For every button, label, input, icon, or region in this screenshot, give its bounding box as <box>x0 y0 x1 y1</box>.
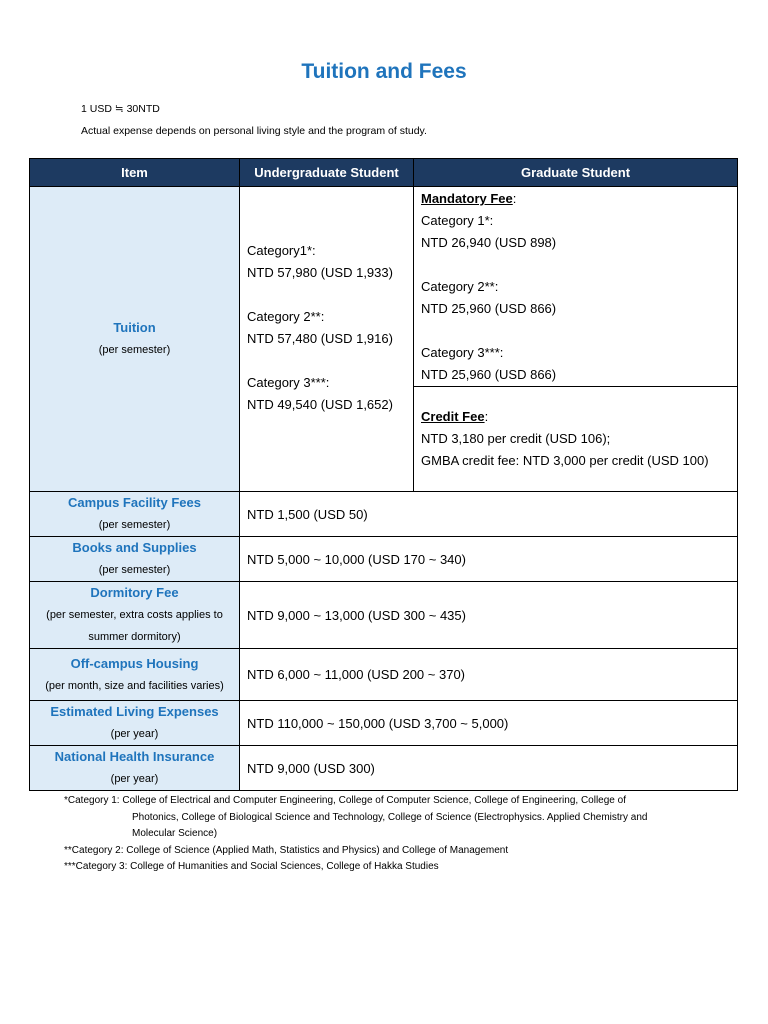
table-row <box>30 746 738 791</box>
books-supplies-item-cell <box>30 537 240 582</box>
tuition-item-cell <box>30 187 240 492</box>
ug-cat1-value: NTD 57,980 (USD 1,933) <box>247 265 393 280</box>
off-campus-housing-item-cell <box>30 649 240 701</box>
item-value: NTD 9,000 (USD 300) <box>240 746 738 791</box>
table-row <box>30 582 738 649</box>
dormitory-item-cell <box>30 582 240 649</box>
living-expenses-item-cell <box>30 701 240 746</box>
item-sublabel: (per semester) <box>98 519 171 531</box>
ug-cat2-label: Category 2**: <box>247 309 325 324</box>
page-title: Tuition and Fees <box>301 60 467 83</box>
ug-cat2-value: NTD 57,480 (USD 1,916) <box>247 331 393 346</box>
item-value: NTD 1,500 (USD 50) <box>240 492 738 537</box>
item-label: National Health Insurance <box>54 749 215 764</box>
table-row <box>30 649 738 701</box>
item-sublabel: (per year) <box>110 773 159 785</box>
footnote-category-2: **Category 2: College of Science (Applied Math, Statistics and Physics) and College of Management <box>64 844 509 856</box>
ug-cat3-value: NTD 49,540 (USD 1,652) <box>247 397 393 412</box>
mandatory-fee-heading: Mandatory Fee: <box>421 191 517 206</box>
table-row <box>30 492 738 537</box>
table-row <box>30 701 738 746</box>
credit-fee-line: NTD 3,180 per credit (USD 106); <box>421 431 611 446</box>
ug-cat3-label: Category 3***: <box>247 375 330 390</box>
credit-fee-heading: Credit Fee: <box>421 409 489 424</box>
ug-cat1-label: Category1*: <box>247 243 316 258</box>
header-item: Item <box>30 159 240 187</box>
expense-note: Actual expense depends on personal living style and the program of study. <box>81 125 427 137</box>
tuition-sublabel: (per semester) <box>98 344 171 356</box>
item-value: NTD 6,000 ~ 11,000 (USD 200 ~ 370) <box>240 649 738 701</box>
grad-cat3-value: NTD 25,960 (USD 866) <box>421 367 557 382</box>
gmba-credit-fee-line: GMBA credit fee: NTD 3,000 per credit (USD 100) <box>421 453 709 468</box>
tuition-label: Tuition <box>113 320 156 335</box>
tuition-undergraduate-cell <box>240 187 414 492</box>
grad-cat1-label: Category 1*: <box>421 213 494 228</box>
item-label: Books and Supplies <box>72 540 197 555</box>
grad-cat2-label: Category 2**: <box>421 279 499 294</box>
item-value: NTD 110,000 ~ 150,000 (USD 3,700 ~ 5,000) <box>240 701 738 746</box>
graduate-credit-cell <box>414 387 738 492</box>
item-value: NTD 9,000 ~ 13,000 (USD 300 ~ 435) <box>240 582 738 649</box>
tuition-row <box>30 187 738 387</box>
table-row <box>30 537 738 582</box>
footnote-category-3: ***Category 3: College of Humanities and Social Sciences, College of Hakka Studies <box>64 861 439 872</box>
grad-cat3-label: Category 3***: <box>421 345 504 360</box>
item-sublabel: (per semester, extra costs applies to <box>46 609 223 621</box>
grad-cat2-value: NTD 25,960 (USD 866) <box>421 301 557 316</box>
item-value: NTD 5,000 ~ 10,000 (USD 170 ~ 340) <box>240 537 738 582</box>
header-undergraduate: Undergraduate Student <box>240 159 414 187</box>
item-sublabel: (per year) <box>110 728 159 740</box>
footnotes <box>64 793 714 876</box>
fees-table <box>29 158 738 791</box>
item-sublabel: (per month, size and facilities varies) <box>45 679 224 692</box>
health-insurance-item-cell <box>30 746 240 791</box>
campus-facility-item-cell <box>30 492 240 537</box>
footnote-category-1: *Category 1: College of Electrical and Computer Engineering, College of Computer Science, College of Engineering, College of Photonics, College of Biological Science and Technology, College of Science (Electrophysics. Applied Chemistry and Molecular Science) <box>64 795 648 839</box>
item-sublabel: (per semester) <box>98 564 171 576</box>
grad-cat1-value: NTD 26,940 (USD 898) <box>421 235 557 250</box>
header-graduate: Graduate Student <box>414 159 738 187</box>
table-header-row <box>30 159 738 187</box>
item-label: Estimated Living Expenses <box>50 704 219 719</box>
graduate-mandatory-cell <box>414 187 738 387</box>
item-label: Off-campus Housing <box>70 655 199 671</box>
item-sublabel-continued: summer dormitory) <box>88 631 181 643</box>
item-label: Campus Facility Fees <box>68 495 201 510</box>
item-label: Dormitory Fee <box>90 585 179 600</box>
exchange-rate-note: 1 USD ≒ 30NTD <box>81 103 160 115</box>
